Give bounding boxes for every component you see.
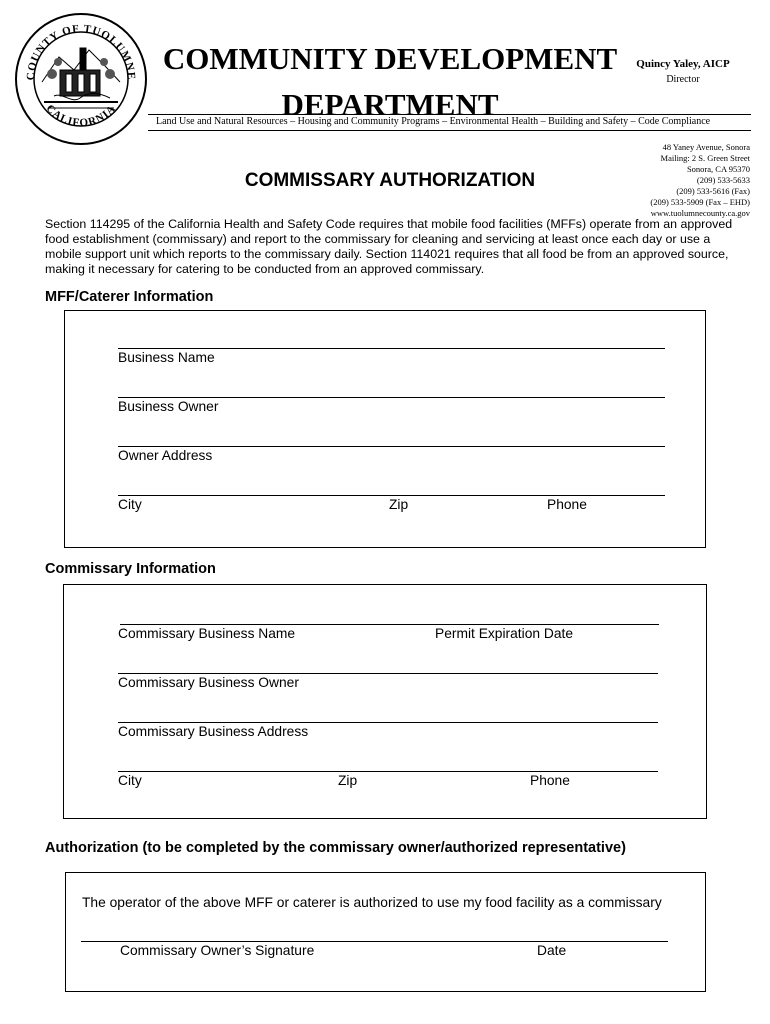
department-title-line1: COMMUNITY DEVELOPMENT bbox=[162, 41, 618, 76]
address-website: www.tuolumnecounty.ca.gov bbox=[650, 208, 750, 218]
commissary-phone-label: Phone bbox=[530, 773, 570, 788]
commissary-city-zip-phone-line[interactable] bbox=[118, 771, 658, 772]
director-title: Director bbox=[666, 74, 700, 85]
address-phone: (209) 533-5633 bbox=[696, 175, 750, 185]
seal-top-text: COUNTY OF TUOLUMNE bbox=[24, 22, 138, 81]
address-city: Sonora, CA 95370 bbox=[686, 164, 750, 174]
header-rule bbox=[148, 114, 751, 115]
commissary-owner-label: Commissary Business Owner bbox=[118, 675, 299, 690]
commissary-city-label: City bbox=[118, 773, 142, 788]
department-title-line2: DEPARTMENT bbox=[281, 87, 499, 122]
commissary-address-label: Commissary Business Address bbox=[118, 724, 309, 739]
business-name-line[interactable] bbox=[118, 348, 665, 349]
divisions-text: Land Use and Natural Resources – Housing and Community Programs – Environmental Health – Building and Safety – Code Compliance bbox=[156, 116, 711, 127]
business-owner-line[interactable] bbox=[118, 397, 665, 398]
signature-label: Commissary Owner’s Signature bbox=[120, 943, 315, 958]
commissary-section-heading: Commissary Information bbox=[45, 561, 216, 577]
owner-address-line[interactable] bbox=[118, 446, 665, 447]
divisions-rule bbox=[148, 130, 751, 131]
authorization-section-heading: Authorization (to be completed by the commissary owner/authorized representative) bbox=[45, 840, 626, 856]
city-zip-phone-line[interactable] bbox=[118, 495, 665, 496]
commissary-name-label: Commissary Business Name bbox=[118, 626, 296, 641]
authorization-box bbox=[65, 872, 706, 992]
mff-phone-label: Phone bbox=[547, 497, 587, 512]
mff-section-heading: MFF/Caterer Information bbox=[45, 289, 214, 305]
county-seal-logo bbox=[14, 12, 148, 146]
mff-zip-label: Zip bbox=[389, 497, 409, 512]
commissary-info-box bbox=[63, 584, 707, 819]
address-street: 48 Yaney Avenue, Sonora bbox=[662, 142, 750, 152]
commissary-owner-line[interactable] bbox=[118, 673, 658, 674]
authorization-statement: The operator of the above MFF or caterer is authorized to use my food facility as a commissary bbox=[82, 895, 662, 910]
owner-address-label: Owner Address bbox=[118, 448, 213, 463]
address-block bbox=[600, 142, 750, 219]
seal-bottom-text: CALIFORNIA bbox=[43, 102, 119, 130]
director-name: Quincy Yaley, AICP bbox=[636, 58, 730, 70]
mff-info-box bbox=[64, 310, 706, 548]
business-name-label: Business Name bbox=[118, 350, 215, 365]
commissary-address-line[interactable] bbox=[118, 722, 658, 723]
intro-paragraph: Section 114295 of the California Health and Safety Code requires that mobile food facilities (MFFs) operate from an approved food establishment (commissary) and report to the commissary for cleaning and servicing at least once each day or use a mobile support unit which reports to the commissary daily. Section 114021 requires that all food be from an approved source, making it necessary for catering to be conducted from an approved commissary. bbox=[45, 217, 733, 276]
commissary-zip-label: Zip bbox=[338, 773, 358, 788]
commissary-name-line[interactable] bbox=[120, 624, 659, 625]
address-fax-ehd: (209) 533-5909 (Fax – EHD) bbox=[650, 197, 750, 207]
permit-expiration-label: Permit Expiration Date bbox=[435, 626, 574, 641]
business-owner-label: Business Owner bbox=[118, 399, 219, 414]
address-mailing: Mailing: 2 S. Green Street bbox=[660, 153, 750, 163]
address-fax: (209) 533-5616 (Fax) bbox=[676, 186, 750, 196]
mff-city-label: City bbox=[118, 497, 142, 512]
signature-date-line[interactable] bbox=[81, 941, 668, 942]
date-label: Date bbox=[537, 943, 567, 958]
form-title: COMMISSARY AUTHORIZATION bbox=[244, 170, 536, 191]
